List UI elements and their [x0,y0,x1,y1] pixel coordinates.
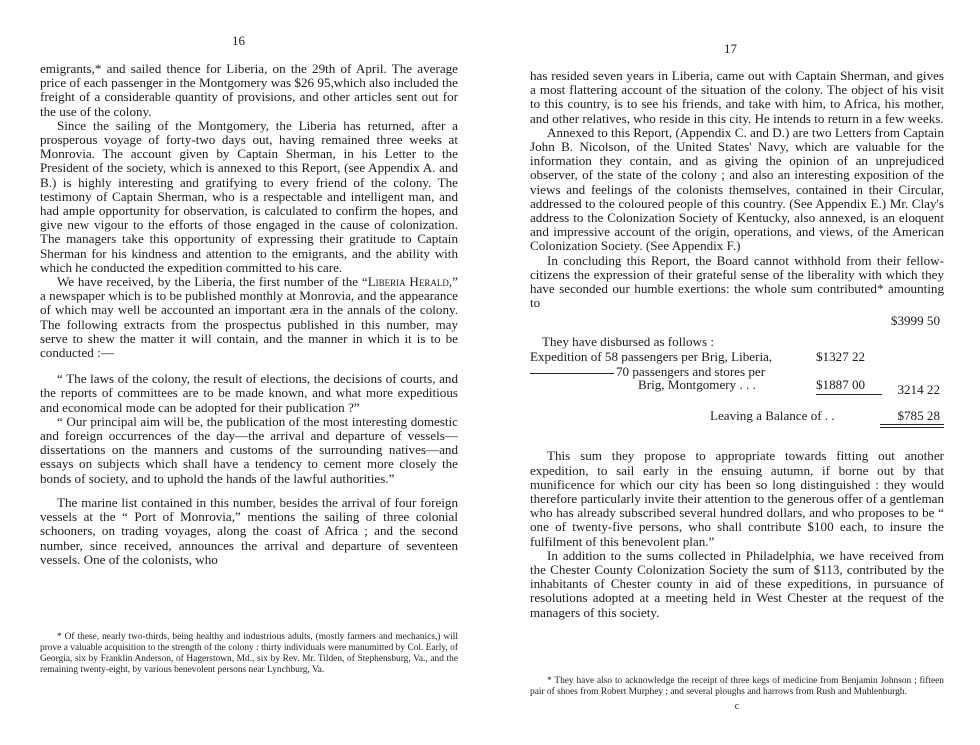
balance-line [530,409,944,428]
balance-rule-2 [880,427,944,428]
expedition-2-label-a: 70 passengers and stores per [616,364,766,380]
expedition-1-line [530,350,944,365]
paragraph-marine-list: The marine list contained in this number, besides the arrival of four foreign vessels at the “ Port of Monrovia,” mentions the sailing of three colonial schooners, on trading voyages, along the coast of Africa ; and the second number, since received, announces the arrival and departure of seventeen vessels. One of the colonists, who [40,494,458,567]
paragraph-resident: has resided seven years in Liberia, came out with Captain Sherman, and gives a most flattering account of the situation of the colony. The object of his visit to this country, is to see his friends, and take with him, to Africa, his mother, and other relatives, who reside in this city. He intends to return in a few weeks. [530,68,944,126]
page-number-left: 16 [232,33,245,48]
total-amount: $3999 50 [890,313,940,329]
footnote-right [530,676,944,712]
herald-title: Liberia Herald [367,274,449,290]
disbursed-line [530,335,944,350]
sum-amount: 3214 22 [897,382,940,398]
herald-intro: We have received, by the Liberia, the first number of the “ [57,274,368,290]
quote-laws: “ The laws of the colony, the result of elections, the decisions of courts, and the reports of committees are to be made known, and what more expeditious and economical mode can be adopted for their publication ?” [40,371,458,415]
quote-principal-aim: “ Our principal aim will be, the publication of the most interesting domestic and foreign occurrences of the day—the arrival and departure of vessels—dissertations on the manners and customs of the surrounding natives—and essays on subjects which shall have a tendency to cement more closely the bonds of society, and to uphold the hands of the lawful authorities.” [40,413,458,486]
sum-rule [816,394,882,395]
page-number-right: 17 [724,41,737,56]
footnote-left [40,632,458,676]
expedition-1-amount: $1327 22 [816,349,866,365]
paragraph-concluding: In concluding this Report, the Board cannot withhold from their fellow-citizens the expression of their grateful sense of the liberality with which they have seconded our humble exertions: the whole sum contributed* amounting to [530,252,944,311]
signature-mark: c [734,701,740,712]
balance-rule-1 [880,424,944,425]
expedition-2-label-b: Brig, Montgomery . . . [638,377,756,393]
expedition-2-line-b [530,377,944,398]
right-page-body [530,69,944,620]
footnote-right-text: * They have also to acknowledge the receipt of three kegs of medicine from Benjamin Johnson ; fifteen pair of shoes from Robert Murphey ; and several ploughs and harrows from Rush and Muhlenburgh. [530,676,944,697]
disbursed-label: They have disbursed as follows : [542,334,715,350]
footnote-left-text: * Of these, nearly two-thirds, being healthy and industrious adults, (mostly farmers and mechanics,) will prove a valuable acquisition to the strength of the colony : thirty individuals were manumitted by Col. Early, of Georgia, six by Franklin Anderson, of Hagerstown, Md., six by Rev. Mr. Tilden, of Stephensburg, Va., and the remaining twenty-eight, by various benevolent persons near Lynchburg, Va. [40,632,458,675]
expedition-2-amount: $1887 00 [816,377,866,393]
paragraph-montgomery-return: Since the sailing of the Montgomery, the Liberia has returned, after a prosperous voyage of forty-two days out, having remained three weeks at Monrovia. The account given by Captain Sherman, in his Letter to the President of the society, which is annexed to this Report, (see Appendix A. and B.) is highly interesting and gratifying to every friend of the colony. The testimony of Captain Sherman, who is a respectable and intelligent man, and had ample opportunity for observation, is calculated to confirm the hopes, and give new vigour to the efforts of those engaged in the cause of colonization. The managers take this opportunity of expressing their gratitude to Captain Sherman for his kindness and attention to the emigrants, and the ability with which he conducted the expedition committed to his care. [40,117,458,275]
herald-rest: ,” a newspaper which is to be published monthly at Monrovia, and the appearance of which may well be accounted an important æra in the annals of the colony. The following extracts from the prospectus published in this number, may serve to shew the matter it will contain, and the manner in which it is to be conducted :— [40,274,458,361]
balance-label: Leaving a Balance of . . [710,408,835,424]
expedition-1-label: Expedition of 58 passengers per Brig, Liberia, [530,349,773,365]
paragraph-chester: In addition to the sums collected in Philadelphia, we have received from the Chester County Colonization Society the sum of $113, contributed by the inhabitants of Chester county in aid of these expeditions, in pursuance of resolutions adopted at a meeting held in West Chester at the request of the managers of this society. [530,547,944,620]
total-line [530,314,944,329]
paragraph-appendix: Annexed to this Report, (Appendix C. and D.) are two Letters from Captain John B. Nicolson, of the United States' Navy, which are valuable for the information they contain, and as giving the opinion of an unprejudiced observer, of the state of the colony ; and also an interesting exposition of the views and feelings of the colonists themselves, contained in their Circular, addressed to the coloured people of this country. (See Appendix E.) Mr. Clay's address to the Colonization Society of Kentucky, also annexed, is an eloquent and impressive account of the origin, operations, and views, of the American Colonization Society. (See Appendix F.) [530,124,944,254]
balance-amount: $785 28 [897,408,940,424]
paragraph-appropriate: This sum they propose to appropriate towards fitting out another expedition, to sail early in the ensuing autumn, if borne out by that munificence for which our city has been so long distinguished : they would therefore particularly invite their attention to the generous offer of a gentleman who has already subscribed several hundred dollars, and who proposes to be “ one of twenty-five persons, who shall contribute $100 each, to insure the fulfilment of this benevolent plan.” [530,448,944,549]
expedition-2-dash [530,373,614,374]
left-page-body [40,62,458,567]
paragraph-emigrants: emigrants,* and sailed thence for Liberia, on the 29th of April. The average price of each passenger in the Montgomery was $26 95,which also included the freight of a considerable quantity of provisions, and other articles sent out for the use of the colony. [40,61,458,119]
paragraph-liberia-herald [40,275,458,360]
